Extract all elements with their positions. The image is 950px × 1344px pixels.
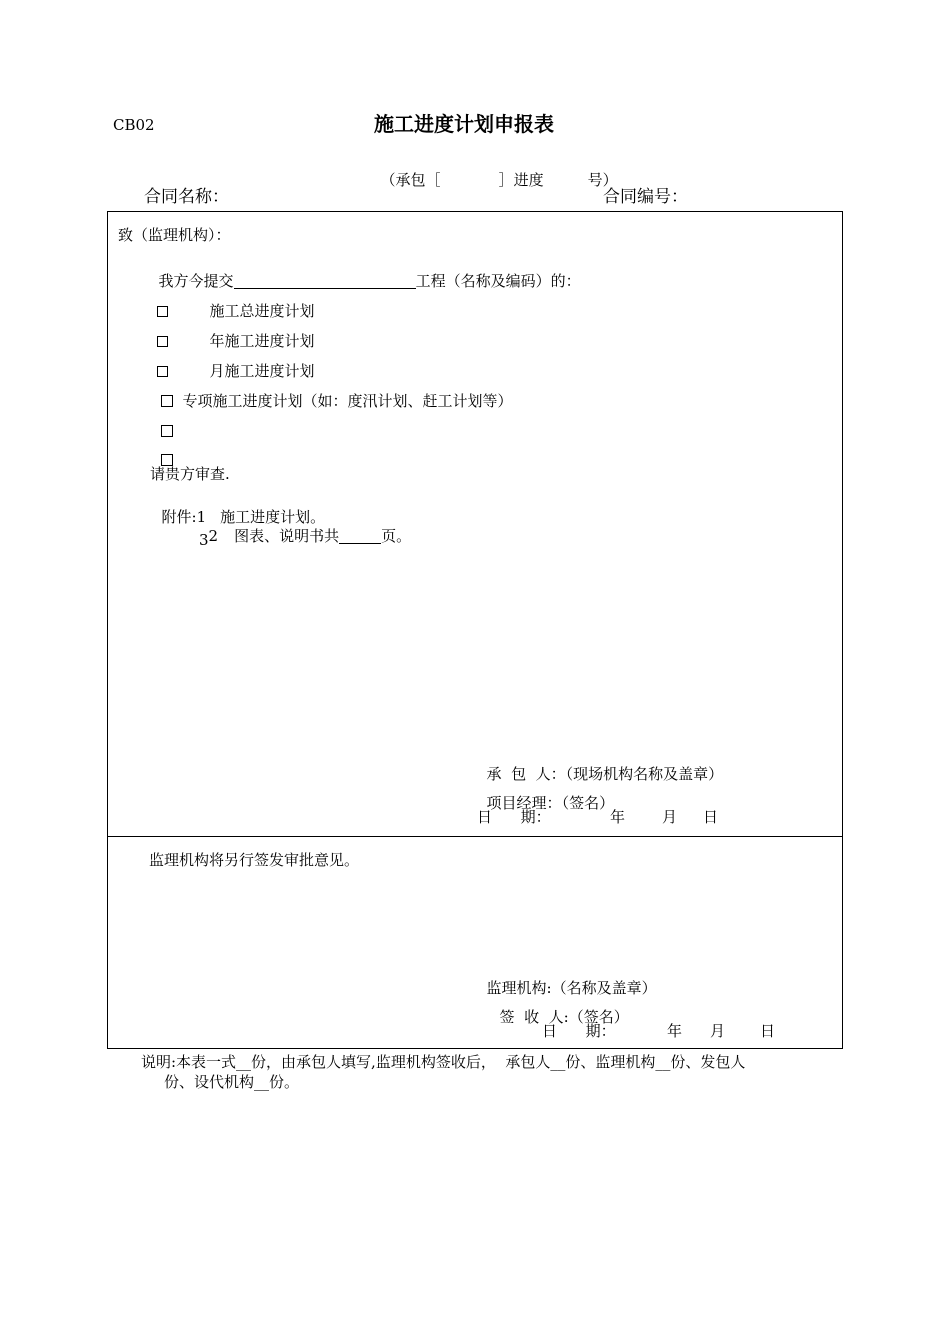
checkbox[interactable] (157, 366, 168, 377)
contractor-line (477, 752, 723, 782)
plan-option-2[interactable] (147, 319, 315, 349)
page-count-blank[interactable] (339, 529, 381, 544)
plan-option-6[interactable] (151, 438, 173, 468)
attachment-2 (199, 514, 411, 544)
attachment-item-2-prefix: 图表、说明书共 (234, 527, 340, 545)
attachment-item-1: 施工进度计划。 (220, 508, 326, 526)
contractor-date-label: 日 期： (477, 808, 551, 826)
plan-option-4[interactable] (151, 379, 513, 409)
pm-label: 项目经理： (486, 794, 562, 812)
contractor-date-day: 日 (703, 808, 719, 826)
subtitle-prefix: （承包［ (380, 171, 441, 189)
attachment-num-2: 2 (208, 527, 219, 545)
form-code: CB02 (113, 116, 155, 134)
supervisor-date-label: 日 期： (542, 1022, 616, 1040)
pm-value: （签名） (561, 794, 615, 812)
contractor-date-month: 月 (662, 808, 678, 826)
contractor-date-year: 年 (610, 808, 626, 826)
checkbox[interactable] (161, 425, 173, 437)
plan-option-1[interactable] (147, 289, 315, 319)
attachment-label: 附件:1 (161, 508, 207, 526)
subtitle-suffix: 号） (587, 171, 618, 189)
plan-option-3[interactable] (147, 349, 315, 379)
attachment-item-2-suffix: 页。 (381, 527, 412, 545)
pm-line (477, 781, 614, 811)
note-line-2: 份、设代机构__份。 (164, 1073, 300, 1091)
supervisor-date-year: 年 (667, 1022, 683, 1040)
subtitle-middle: ］进度 (498, 171, 544, 189)
agency-label: 监理机构: (486, 979, 552, 997)
note-line-1: 说明:本表一式__份，由承包人填写,监理机构签收后， 承包人__份、监理机构__份、发包人 (141, 1053, 746, 1071)
request-text: 请贵方审查. (150, 465, 230, 483)
supervisor-date-month: 月 (710, 1022, 726, 1040)
addressee: 致（监理机构）： (118, 226, 231, 244)
receiver-line (490, 995, 629, 1025)
attachment-num-3: 3 (199, 531, 209, 549)
plan-option-5[interactable] (151, 409, 173, 439)
section-divider (107, 836, 843, 837)
receiver-label: 签 收 人: (499, 1008, 569, 1026)
submit-line (149, 259, 581, 289)
contract-no-label: 合同编号： (603, 187, 688, 207)
project-name-blank[interactable] (234, 274, 416, 289)
checkbox[interactable] (157, 336, 168, 347)
supervisor-date-day: 日 (760, 1022, 776, 1040)
checkbox[interactable] (157, 306, 168, 317)
plan-label: 年施工进度计划 (209, 332, 315, 350)
submit-prefix: 我方今提交 (158, 272, 234, 290)
agency-value: （名称及盖章） (551, 979, 657, 997)
checkbox[interactable] (161, 395, 173, 407)
plan-label: 月施工进度计划 (209, 362, 315, 380)
agency-line (477, 966, 657, 996)
contract-name-label: 合同名称： (144, 187, 229, 207)
contractor-value: （现场机构名称及盖章） (565, 765, 724, 783)
page-title: 施工进度计划申报表 (374, 112, 554, 136)
plan-label: 施工总进度计划 (209, 302, 315, 320)
supervisor-opinion: 监理机构将另行签发审批意见。 (149, 851, 360, 869)
plan-label: 专项施工进度计划（如：度汛计划、赶工计划等） (182, 392, 513, 410)
submit-suffix: 工程（名称及编码）的： (415, 272, 581, 290)
subtitle (371, 158, 618, 188)
contractor-label: 承 包 人： (486, 765, 566, 783)
receiver-value: （签名） (568, 1008, 629, 1026)
